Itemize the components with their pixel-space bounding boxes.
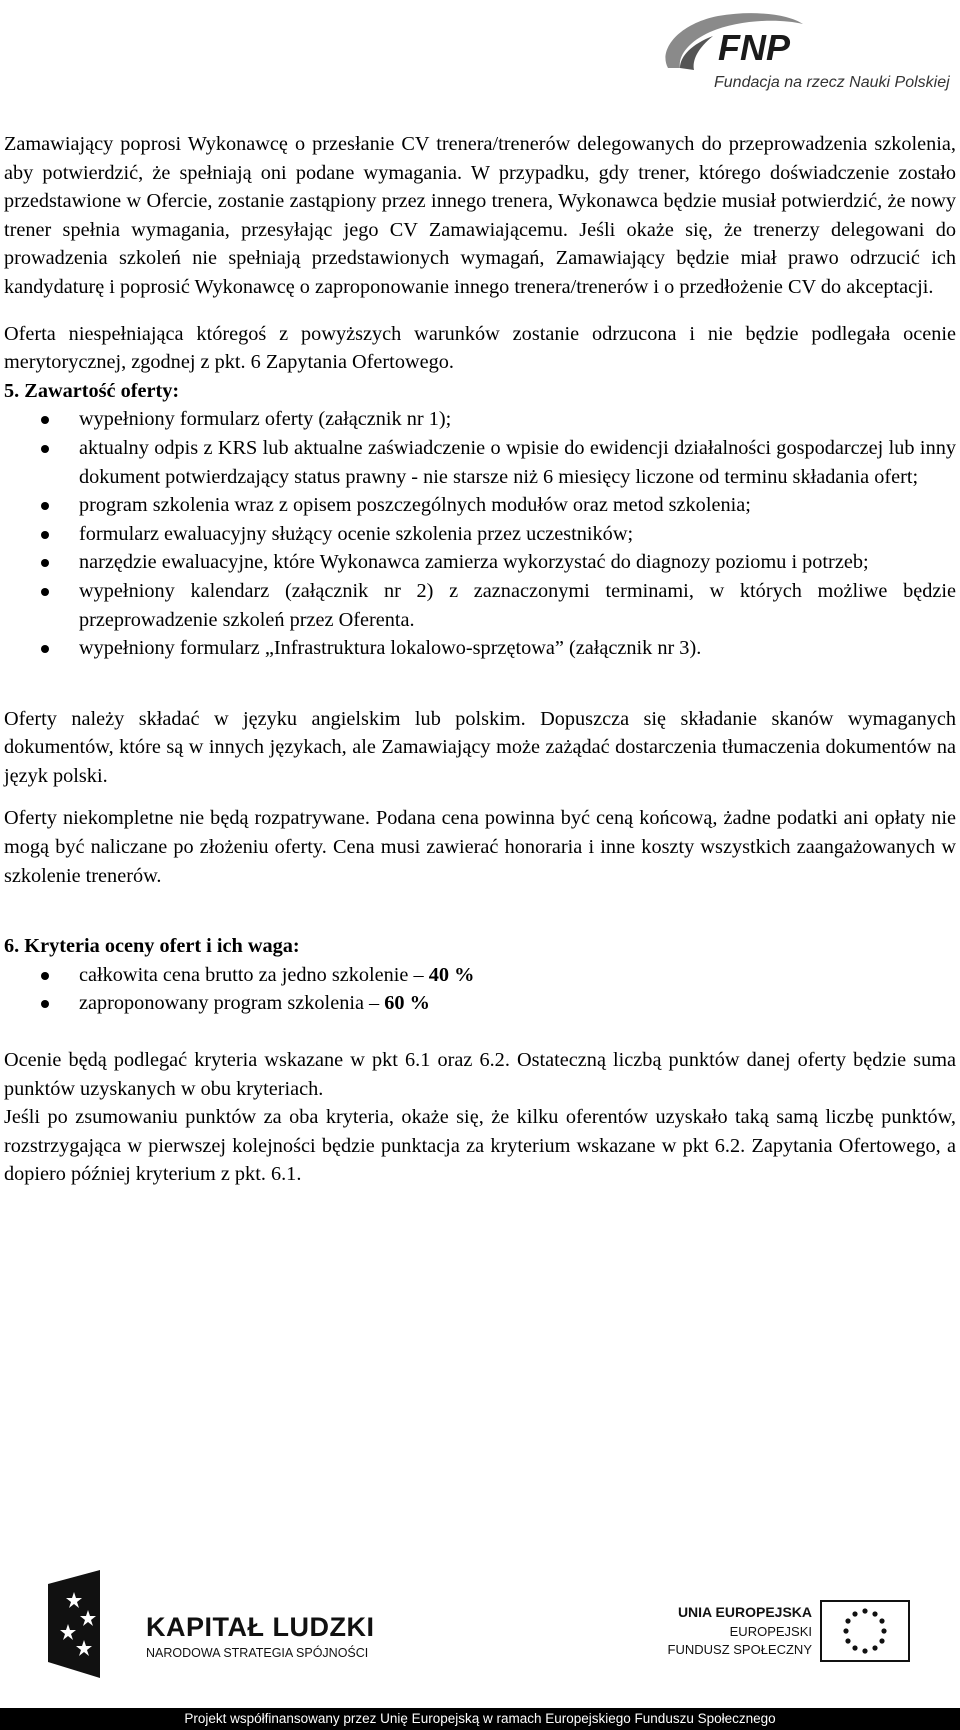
cofinancing-note: Projekt współfinansowany przez Unię Europejską w ramach Europejskiego Funduszu Społecznego [0,1708,960,1730]
bullet-icon [41,416,49,424]
criteria-list [4,961,956,1018]
section-5-heading [4,377,956,406]
fnp-text: FNP [718,27,790,68]
section-5-title: Zawartość oferty: [24,379,180,402]
bullet-icon [41,559,49,567]
kapital-ludzki-subtitle: NARODOWA STRATEGIA SPÓJNOŚCI [146,1646,369,1660]
list-item: wypełniony kalendarz (załącznik nr 2) z zaznaczonymi terminami, w których możliwe będzie przeprowadzenie szkoleń przez Oferenta. [4,577,956,634]
list-item: narzędzie ewaluacyjne, które Wykonawca zamierza wykorzystać do diagnozy poziomu i potrzeb; [4,548,956,577]
section-6-title: Kryteria oceny ofert i ich waga: [24,935,300,958]
paragraph-scoring: Ocenie będą podlegać kryteria wskazane w pkt 6.1 oraz 6.2. Ostateczną liczbą punktów danej oferty będzie suma punktów uzyskanych w obu kryteriach. [4,1049,956,1100]
paragraph-cv: Zamawiający poprosi Wykonawcę o przesłanie CV trenera/trenerów delegowanych do przeprowadzenia szkolenia, aby potwierdzić, że spełniają oni podane wymagania. W przypadku, gdy trener, którego doświadczenie zostało przedstawione w Ofercie, zostanie zastąpiony przez innego trenera, Wykonawca będzie musiał potwierdzić, że nowy trener spełnia wymagania, przesyłając jego CV Zamawiającemu. Jeśli okaże się, że trenerzy delegowani do prowadzenia szkoleń nie spełniają przedstawionych wymagań, Zamawiający będzie miał prawo odrzucić ich kandydaturę i poprosić Wykonawcę o zaproponowanie innego trenera/trenerów i o przedłożenie CV do akceptacji. [4,133,956,298]
bullet-icon [41,531,49,539]
list-item: program szkolenia wraz z opisem poszczególnych modułów oraz metod szkolenia; [4,491,956,520]
kapital-ludzki-title: KAPITAŁ LUDZKI [146,1612,375,1642]
eu-line-3: FUNDUSZ SPOŁECZNY [667,1642,812,1657]
footer [0,1560,960,1726]
paragraph-tie-break: Jeśli po zsumowaniu punktów za oba kryteria, okaże się, że kilku oferentów uzyskało taką samą liczbę punktów, rozstrzygająca w pierwszej kolejności będzie punktacja za kryterium wskazane w pkt 6.2. Zapytania Ofertowego, a dopiero później kryterium z pkt. 6.1. [4,1106,956,1186]
kapital-ludzki-emblem-icon [38,1570,108,1680]
eu-line-2: EUROPEJSKI [729,1624,812,1639]
list-item: formularz ewaluacyjny służący ocenie szkolenia przez uczestników; [4,520,956,549]
bullet-icon [41,972,49,980]
criterion-weight: 40 % [428,963,475,986]
bullet-icon [41,445,49,453]
list-item: aktualny odpis z KRS lub aktualne zaświadczenie o wpisie do ewidencji działalności gospodarczej lub inny dokument potwierdzający status prawny - nie starsze niż 6 miesięcy liczone od terminu składania ofert; [4,434,956,491]
eu-line-1: UNIA EUROPEJSKA [677,1604,812,1620]
section-6-heading [4,932,956,961]
eu-logo [667,1600,930,1690]
list-item: wypełniony formularz „Infrastruktura lokalowo-sprzętowa” (załącznik nr 3). [4,634,956,663]
list-item: zaproponowany program szkolenia – 60 % [4,989,956,1018]
document-body [4,130,956,1189]
fnp-caption: Fundacja na rzecz Nauki Polskiej [714,74,950,91]
section-6-number: 6. [4,935,20,958]
criterion-weight: 60 % [384,992,430,1015]
eu-flag-icon [820,1600,910,1662]
paragraph-language: Oferty należy składać w języku angielskim lub polskim. Dopuszcza się składanie skanów wymaganych dokumentów, które są w innych językach, ale Zamawiający może zażądać dostarczenia tłumaczenia dokumentów na język polski. [4,707,956,787]
fnp-logo [650,8,960,100]
list-item: całkowita cena brutto za jedno szkolenie – 40 % [4,961,956,990]
offer-contents-list [4,405,956,662]
paragraph-rejection: Oferta niespełniająca któregoś z powyższych warunków zostanie odrzucona i nie będzie podlegała ocenie merytorycznej, zgodnej z pkt. 6 Zapytania Ofertowego. [4,322,956,374]
list-item: wypełniony formularz oferty (załącznik nr 1); [4,405,956,434]
bullet-icon [41,645,49,653]
bullet-icon [41,502,49,510]
bullet-icon [41,588,49,596]
paragraph-incomplete: Oferty niekompletne nie będą rozpatrywane. Podana cena powinna być ceną końcową, żadne podatki ani opłaty nie mogą być naliczane po złożeniu oferty. Cena musi zawierać honoraria i inne koszty wszystkich zaangażowanych w szkolenie trenerów. [4,807,956,887]
section-5-number: 5. [4,379,20,402]
bullet-icon [41,1000,49,1008]
kapital-ludzki-logo [38,1570,398,1680]
fnp-swoosh-icon [658,10,808,74]
